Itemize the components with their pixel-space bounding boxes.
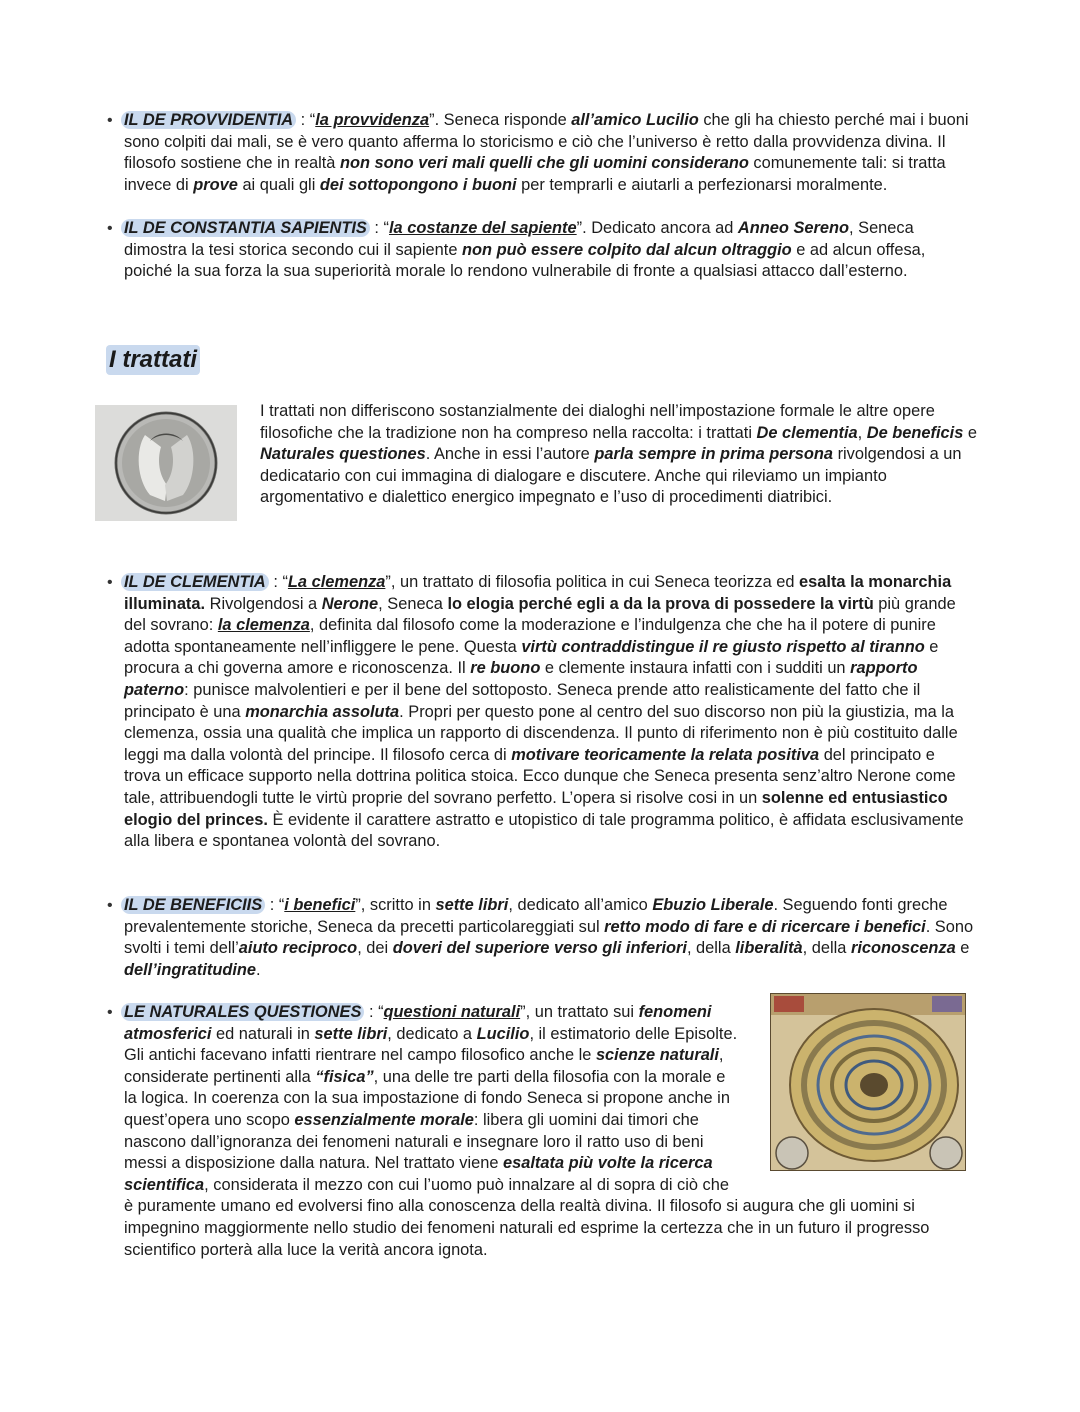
- beneficiis-subtitle: i benefici: [284, 896, 356, 914]
- naturales-paragraph: LE NATURALES QUESTIONES : “questioni naturali”, un trattato sui fenomeni atmosferici ed naturali in sette libri, dedicato a Lucilio, il estimatorio delle Episolte. Gli antichi facevano infatti rientrare nel campo filosofico anche le scienze naturali, considerate pertinenti alla “fisica”, una delle tre parti della filosofia con la morale e la logica. In coerenza con la sua impostazione di fondo Seneca si propone anche in quest’opera uno scopo essenzialmente morale: libera gli uomini dai timori che nascono dall’ignoranza dei fenomeni naturali e insegnare loro il ratto uso di beni messi a disposizione dalla natura. Nel trattato viene esaltata più volte la ricerca scientifica, considerata il mezzo con cui l’uomo può innalzare al di sopra di ciò che è puramente umano ed evolversi fino alla conoscenza della realtà divina. Il filosofo si augura che gli uomini si impegnino maggiormente nello studio dei fenomeni naturali ed esprime la certezza che in un futuro il progresso scientifico porterà alla luce la verità ancora ignota.: [124, 1002, 974, 1261]
- trattati-intro-paragraph: I trattati non differiscono sostanzialmente dei dialoghi nell’impostazione formale le altre opere filosofiche che la tradizione non ha compreso nella raccolta: i trattati De clementia, De beneficis e Naturales questiones. Anche in essi l’autore parla sempre in prima persona rivolgendosi a un dedicatario con cui immagina di dialogare e discutere. Anche qui rileviamo un impianto argomentativo e dialettico energico impegnato e l’uso di procedimenti diatribici.: [260, 402, 978, 507]
- bullet-glyph: •: [107, 897, 113, 914]
- section-heading: I trattati: [106, 345, 200, 375]
- beneficiis-paragraph: IL DE BENEFICIIS : “i benefici”, scritto in sette libri, dedicato all’amico Ebuzio Liberale. Seguendo fonti greche prevalentemente storiche, Seneca da precetti particolareggiati sul retto modo di fare e di ricercare i benefici. Sono svolti i temi dell’aiuto reciproco, dei doveri del superiore verso gli inferiori, della liberalità, della riconoscenza e dell’ingratitudine.: [124, 895, 974, 981]
- bullet-glyph: •: [107, 574, 113, 591]
- clementia-paragraph: IL DE CLEMENTIA : “La clemenza”, un trattato di filosofia politica in cui Seneca teorizza ed esalta la monarchia illuminata. Rivolgendosi a Nerone, Seneca lo elogia perché egli a da la prova di possedere la virtù più grande del sovrano: la clemenza, definita dal filosofo come la moderazione e l’indulgenza che che ha il potere di punire adotta spontaneamente nell’infliggere le pene. Questa virtù contraddistingue il re giusto rispetto al tiranno e procura a chi governa amore e riconoscenza. Il re buono e clemente instaura infatti con i sudditi un rapporto paterno: punisce malvolentieri e per il bene del sottoposto. Seneca prende atto realisticamente del fatto che il principato è una monarchia assoluta. Propri per questo pone al centro del suo discorso non più la giustizia, ma la clemenza, ossia una qualità che implica un rapporto di discendenza. Il punto di riferimento non è più costituito dalle leggi ma dalla volontà del principe. Il filosofo cerca di motivare teoricamente la relata positiva del principato e trova un efficace supporto nella dottrina politica stoica. Ecco dunque che Seneca presenta senz’altro Nerone come tale, attribuendogli tutte le virtù proprie del sovrano perfetto. L’opera si risolve cosi in un solenne ed entusiastico elogio del princes. È evidente il carattere astratto e utopistico di tale programma politico, è affidata esclusivamente alla libera e spontanea volontà del sovrano.: [124, 572, 974, 853]
- bullet-glyph: •: [107, 1004, 113, 1021]
- seneca-medal-image: [95, 405, 237, 521]
- providentia-paragraph: IL DE PROVVIDENTIA : “la provvidenza”. Seneca risponde all’amico Lucilio che gli ha chiesto perché mai i buoni sono colpiti dai mali, se è vero quanto afferma lo storicismo e ciò che l’universo è retto dalla provvidenza divina. Il filosofo sostiene che in realtà non sono veri mali quelli che gli uomini considerano comunemente tali: si tratta invece di prove ai quali gli dei sottopongono i buoni per temprarli e aiutarli a perfezionarsi moralmente.: [124, 110, 974, 196]
- providentia-subtitle: la provvidenza: [315, 111, 430, 129]
- providentia-title: IL DE PROVVIDENTIA: [121, 111, 296, 129]
- clementia-subtitle: La clemenza: [287, 573, 386, 591]
- constantia-title: IL DE CONSTANTIA SAPIENTIS: [121, 219, 370, 237]
- naturales-title: LE NATURALES QUESTIONES: [121, 1003, 364, 1021]
- bullet-glyph: •: [107, 220, 113, 237]
- naturales-subtitle: questioni naturali: [383, 1003, 521, 1021]
- constantia-paragraph: IL DE CONSTANTIA SAPIENTIS : “la costanze del sapiente”. Dedicato ancora ad Anneo Sereno, Seneca dimostra la tesi storica secondo cui il sapiente non può essere colpito dal alcun oltraggio e ad alcun offesa, poiché la sua forza la sua superiorità morale lo rendono vulnerabile di fronte a qualsiasi attacco dall’esterno.: [124, 218, 974, 283]
- beneficiis-title: IL DE BENEFICIIS: [121, 896, 265, 914]
- constantia-subtitle: la costanze del sapiente: [388, 219, 577, 237]
- clementia-title: IL DE CLEMENTIA: [121, 573, 269, 591]
- bullet-glyph: •: [107, 112, 113, 129]
